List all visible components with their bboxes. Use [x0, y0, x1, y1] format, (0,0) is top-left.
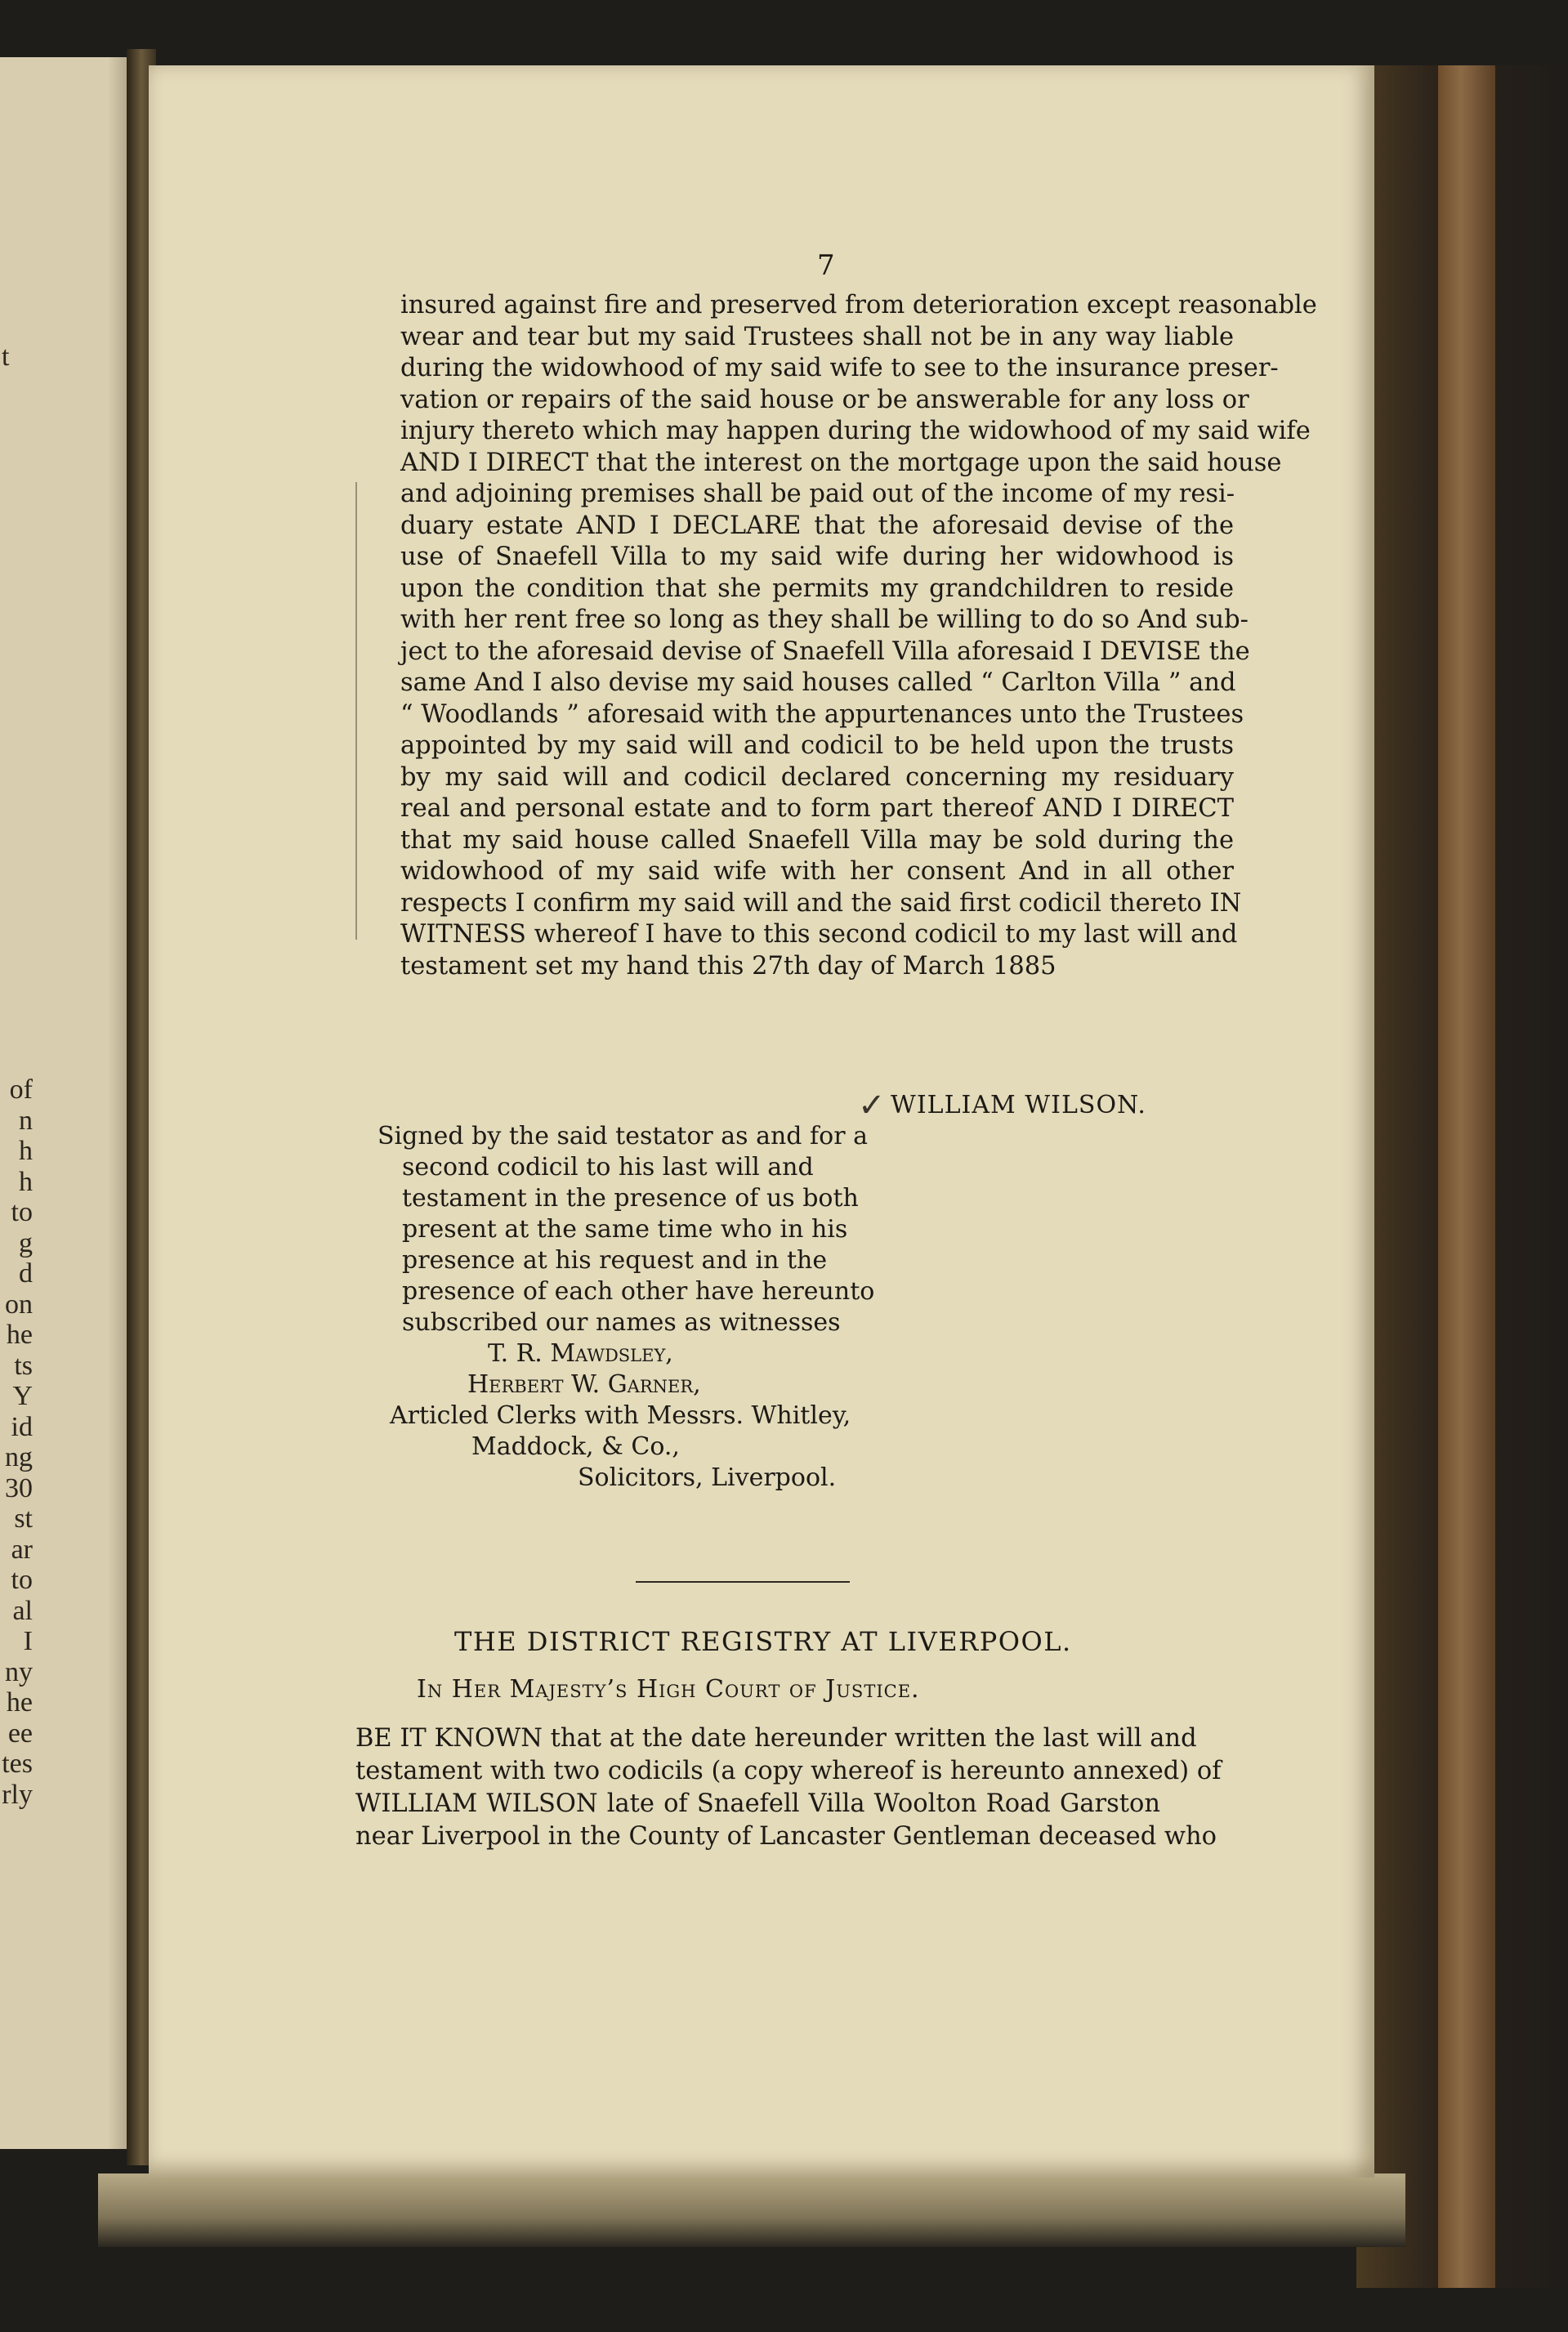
left-page-fragment: id — [11, 1411, 33, 1442]
left-page-fragment: tes — [2, 1749, 33, 1779]
book-cover-edge — [1438, 65, 1495, 2288]
left-page-fragment: to — [11, 1197, 33, 1227]
body-line: upon the condition that she permits my grandchildren to reside — [400, 574, 1234, 603]
body-line: by my said will and codicil declared concerning my residuary — [400, 762, 1234, 792]
page-number: 7 — [817, 249, 835, 282]
grant-line: WILLIAM WILSON late of Snaefell Villa Woolton Road Garston — [355, 1789, 1160, 1818]
attestation-line: subscribed our names as witnesses — [402, 1308, 841, 1337]
left-page-fragment: h — [19, 1136, 33, 1166]
firm-name: Maddock, & Co., — [471, 1432, 680, 1461]
attestation-line: presence at his request and in the — [402, 1246, 828, 1275]
left-page-fragment: ee — [7, 1718, 33, 1749]
registry-heading: THE DISTRICT REGISTRY AT LIVERPOOL. — [454, 1626, 1072, 1657]
left-page-fragment: of — [9, 1074, 33, 1105]
left-page-fragment: rly — [2, 1779, 33, 1810]
body-line: respects I confirm my said will and the said first codicil thereto IN — [400, 888, 1242, 918]
grant-line: BE IT KNOWN that at the date hereunder written the last will and — [355, 1724, 1197, 1753]
firm-location: Solicitors, Liverpool. — [578, 1463, 837, 1492]
body-line: injury thereto which may happen during the widowhood of my said wife — [400, 417, 1311, 445]
left-page-fragment: n — [19, 1105, 33, 1136]
left-page-fragment: on — [5, 1289, 33, 1320]
body-line: duary estate AND I DECLARE that the aforesaid devise of the — [400, 511, 1234, 540]
body-line: WITNESS whereof I have to this second codicil to my last will and — [400, 920, 1238, 949]
body-line: AND I DIRECT that the interest on the mortgage upon the said house — [400, 448, 1282, 477]
left-page-fragment: d — [19, 1258, 33, 1289]
body-line: with her rent free so long as they shall be willing to do so And sub- — [400, 605, 1249, 634]
body-line: widowhood of my said wife with her consent And in all other — [400, 857, 1234, 886]
left-page-fragment: ar — [11, 1534, 33, 1565]
left-page-fragment: to — [11, 1565, 33, 1595]
margin-pencil-mark — [355, 482, 382, 940]
attestation-line: present at the same time who in his — [402, 1215, 848, 1244]
body-line: and adjoining premises shall be paid out of the income of my resi- — [400, 480, 1235, 508]
body-line: that my said house called Snaefell Villa may be sold during the — [400, 825, 1234, 855]
attestation-line: second codicil to his last will and — [402, 1153, 814, 1182]
left-page-fragment: Y — [12, 1381, 33, 1411]
witness-name-1: T. R. Mawdsley, — [488, 1339, 673, 1368]
left-page — [0, 57, 141, 2149]
left-page-fragment: ng — [5, 1442, 33, 1472]
section-divider — [636, 1581, 850, 1583]
body-line: testament set my hand this 27th day of March 1885 — [400, 951, 1057, 981]
testator-signature: WILLIAM WILSON. — [891, 1091, 1146, 1119]
body-line: insured against fire and preserved from deterioration except reasonable — [400, 291, 1317, 319]
attestation-line: presence of each other have hereunto — [402, 1277, 875, 1306]
body-line: same And I also devise my said houses called “ Carlton Villa ” and — [400, 668, 1236, 697]
left-page-fragment: al — [12, 1595, 33, 1626]
body-line: real and personal estate and to form part thereof AND I DIRECT — [400, 794, 1234, 823]
attestation-line: testament in the presence of us both — [402, 1184, 859, 1213]
grant-line: testament with two codicils (a copy whereof is hereunto annexed) of — [355, 1757, 1222, 1785]
body-line: ject to the aforesaid devise of Snaefell Villa aforesaid I DEVISE the — [400, 637, 1250, 666]
court-heading: In Her Majesty’s High Court of Justice. — [417, 1675, 920, 1704]
left-page-fragment: h — [19, 1166, 33, 1197]
pencil-tick-mark: ✓ — [858, 1087, 886, 1124]
left-page-fragment: I — [23, 1626, 33, 1656]
body-line: use of Snaefell Villa to my said wife during her widowhood is — [400, 543, 1234, 571]
left-page-top-fragment: t — [2, 342, 10, 372]
page-bottom-edge — [98, 2173, 1405, 2247]
body-line: during the widowhood of my said wife to see to the insurance preser- — [400, 354, 1279, 382]
body-line: vation or repairs of the said house or be answerable for any loss or — [400, 385, 1249, 414]
witness-name-2: Herbert W. Garner, — [467, 1370, 701, 1399]
attestation-clause — [377, 1121, 875, 1494]
codicil-body-text — [400, 290, 1317, 982]
left-page-fragments — [0, 1074, 33, 1810]
left-page-fragment: st — [14, 1503, 33, 1534]
body-line: appointed by my said will and codicil to be held upon the trusts — [400, 731, 1234, 760]
grant-text — [355, 1722, 1222, 1853]
left-page-fragment: ts — [14, 1350, 33, 1381]
body-line: “ Woodlands ” aforesaid with the appurtenances unto the Trustees — [400, 699, 1244, 729]
left-page-fragment: g — [19, 1227, 33, 1258]
left-page-fragment: ny — [5, 1656, 33, 1687]
body-line: wear and tear but my said Trustees shall not be in any way liable — [400, 322, 1234, 351]
left-page-fragment: he — [6, 1687, 33, 1718]
witness-description: Articled Clerks with Messrs. Whitley, — [390, 1401, 851, 1430]
grant-line: near Liverpool in the County of Lancaster Gentleman deceased who — [355, 1822, 1217, 1851]
left-page-fragment: 30 — [5, 1472, 33, 1503]
left-page-fragment: he — [6, 1320, 33, 1350]
attestation-line: Signed by the said testator as and for a — [377, 1122, 868, 1150]
